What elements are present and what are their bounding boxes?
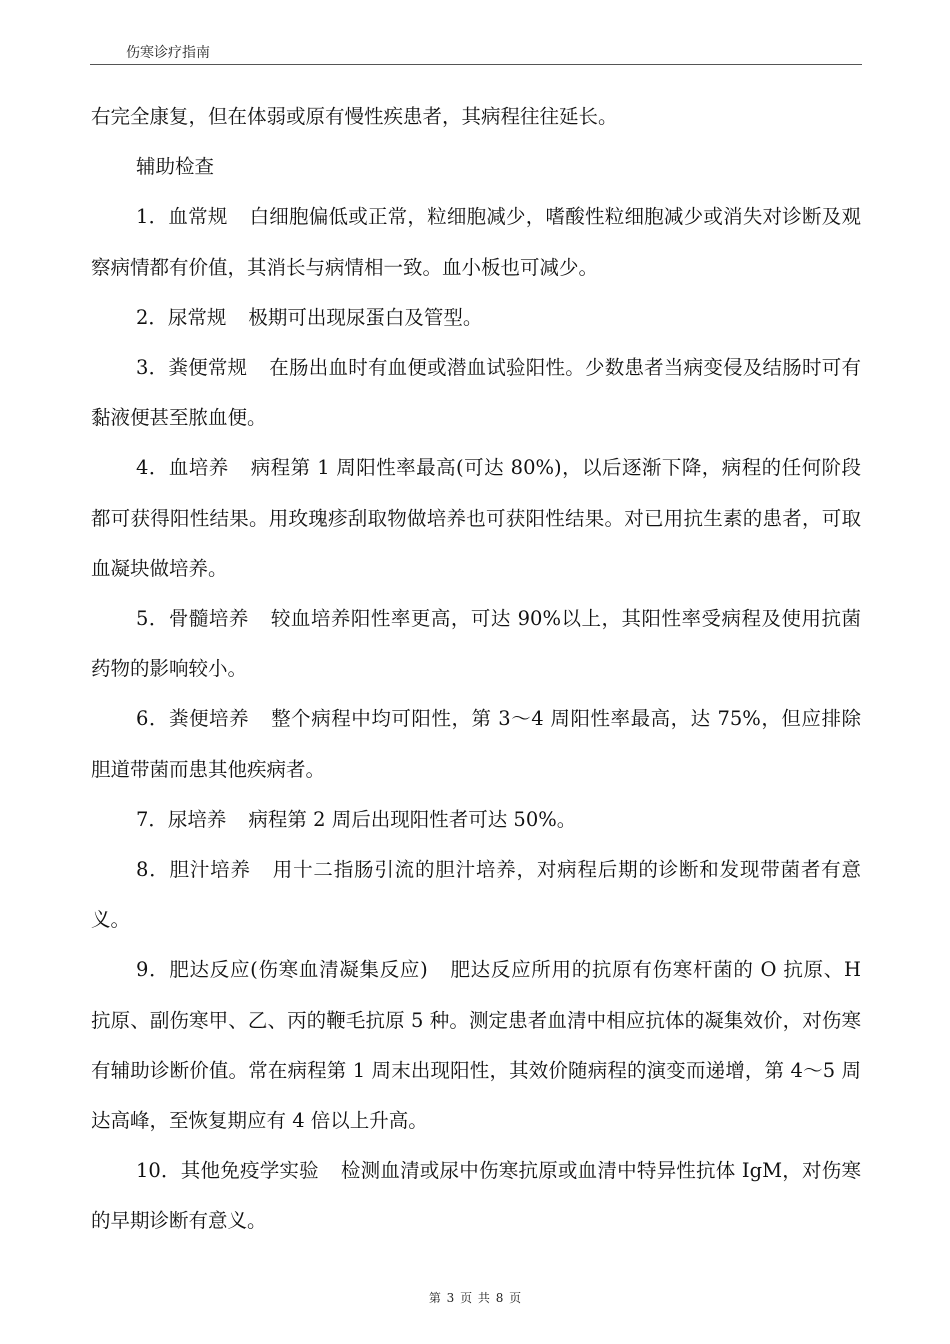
- item-text: 极期可出现尿蛋白及管型。: [248, 305, 483, 329]
- item-text: 病程第 1 周阳性率最高(可达 80%)，以后逐渐下降，病程的任何阶段都可获得阳性结果。用玫瑰疹刮取物做培养也可获阳性结果。对已用抗生素的患者，可取血凝块做培养。: [91, 456, 861, 580]
- section-heading-text: 辅助检查: [136, 155, 215, 179]
- paragraph-continuation: [91, 92, 861, 142]
- item-label: 5．骨髓培养: [136, 607, 249, 631]
- item-label: 8．胆汁培养: [136, 858, 251, 882]
- document-body: [91, 92, 861, 1247]
- item-text: 检测血清或尿中伤寒抗原或血清中特异性抗体 IgM，对伤寒的早期诊断有意义。: [91, 1159, 861, 1233]
- header-title: 伤寒诊疗指南: [126, 45, 210, 61]
- page-number: 第 3 页 共 8 页: [428, 1291, 522, 1305]
- item-label: 9．肥达反应(伤寒血清凝集反应): [136, 958, 428, 982]
- list-item: [91, 343, 861, 443]
- list-item: [91, 594, 861, 694]
- list-item: [91, 845, 861, 945]
- list-item: [91, 945, 861, 1146]
- section-heading: [91, 142, 861, 192]
- item-text: 白细胞偏低或正常，粒细胞减少，嗜酸性粒细胞减少或消失对诊断及观察病情都有价值，其消长与病情相一致。血小板也可减少。: [91, 205, 861, 279]
- item-text: 病程第 2 周后出现阳性者可达 50%。: [248, 807, 577, 831]
- item-label: 1．血常规: [136, 205, 228, 229]
- item-label: 4．血培养: [136, 456, 229, 480]
- paragraph-text: 右完全康复，但在体弱或原有慢性疾患者，其病程往往延长。: [91, 105, 618, 128]
- item-label: 2．尿常规: [136, 305, 227, 329]
- list-item: [91, 192, 861, 292]
- item-label: 7．尿培养: [136, 807, 227, 831]
- page-footer: [0, 1289, 950, 1306]
- item-text: 整个病程中均可阳性，第 3～4 周阳性率最高，达 75%，但应排除胆道带菌而患其他疾病者。: [91, 707, 861, 781]
- item-label: 10．其他免疫学实验: [136, 1159, 319, 1183]
- list-item: [91, 293, 861, 343]
- item-text: 用十二指肠引流的胆汁培养，对病程后期的诊断和发现带菌者有意义。: [91, 858, 861, 932]
- list-item: [91, 1146, 861, 1246]
- list-item: [91, 694, 861, 794]
- item-label: 3．粪便常规: [136, 356, 248, 380]
- list-item: [91, 795, 861, 845]
- item-label: 6．粪便培养: [136, 707, 250, 731]
- item-text: 较血培养阳性率更高，可达 90%以上，其阳性率受病程及使用抗菌药物的影响较小。: [91, 607, 861, 681]
- list-item: [91, 443, 861, 594]
- item-text: 在肠出血时有血便或潜血试验阳性。少数患者当病变侵及结肠时可有黏液便甚至脓血便。: [91, 356, 861, 430]
- page-header: [90, 40, 862, 65]
- item-text: 肥达反应所用的抗原有伤寒杆菌的 O 抗原、H 抗原、副伤寒甲、乙、丙的鞭毛抗原 5 种。测定患者血清中相应抗体的凝集效价，对伤寒有辅助诊断价值。常在病程第 1 周末出现阳性，其效价随病程的演变而递增，第 4～5 周达高峰，至恢复期应有 4 倍以上升高。: [91, 958, 862, 1133]
